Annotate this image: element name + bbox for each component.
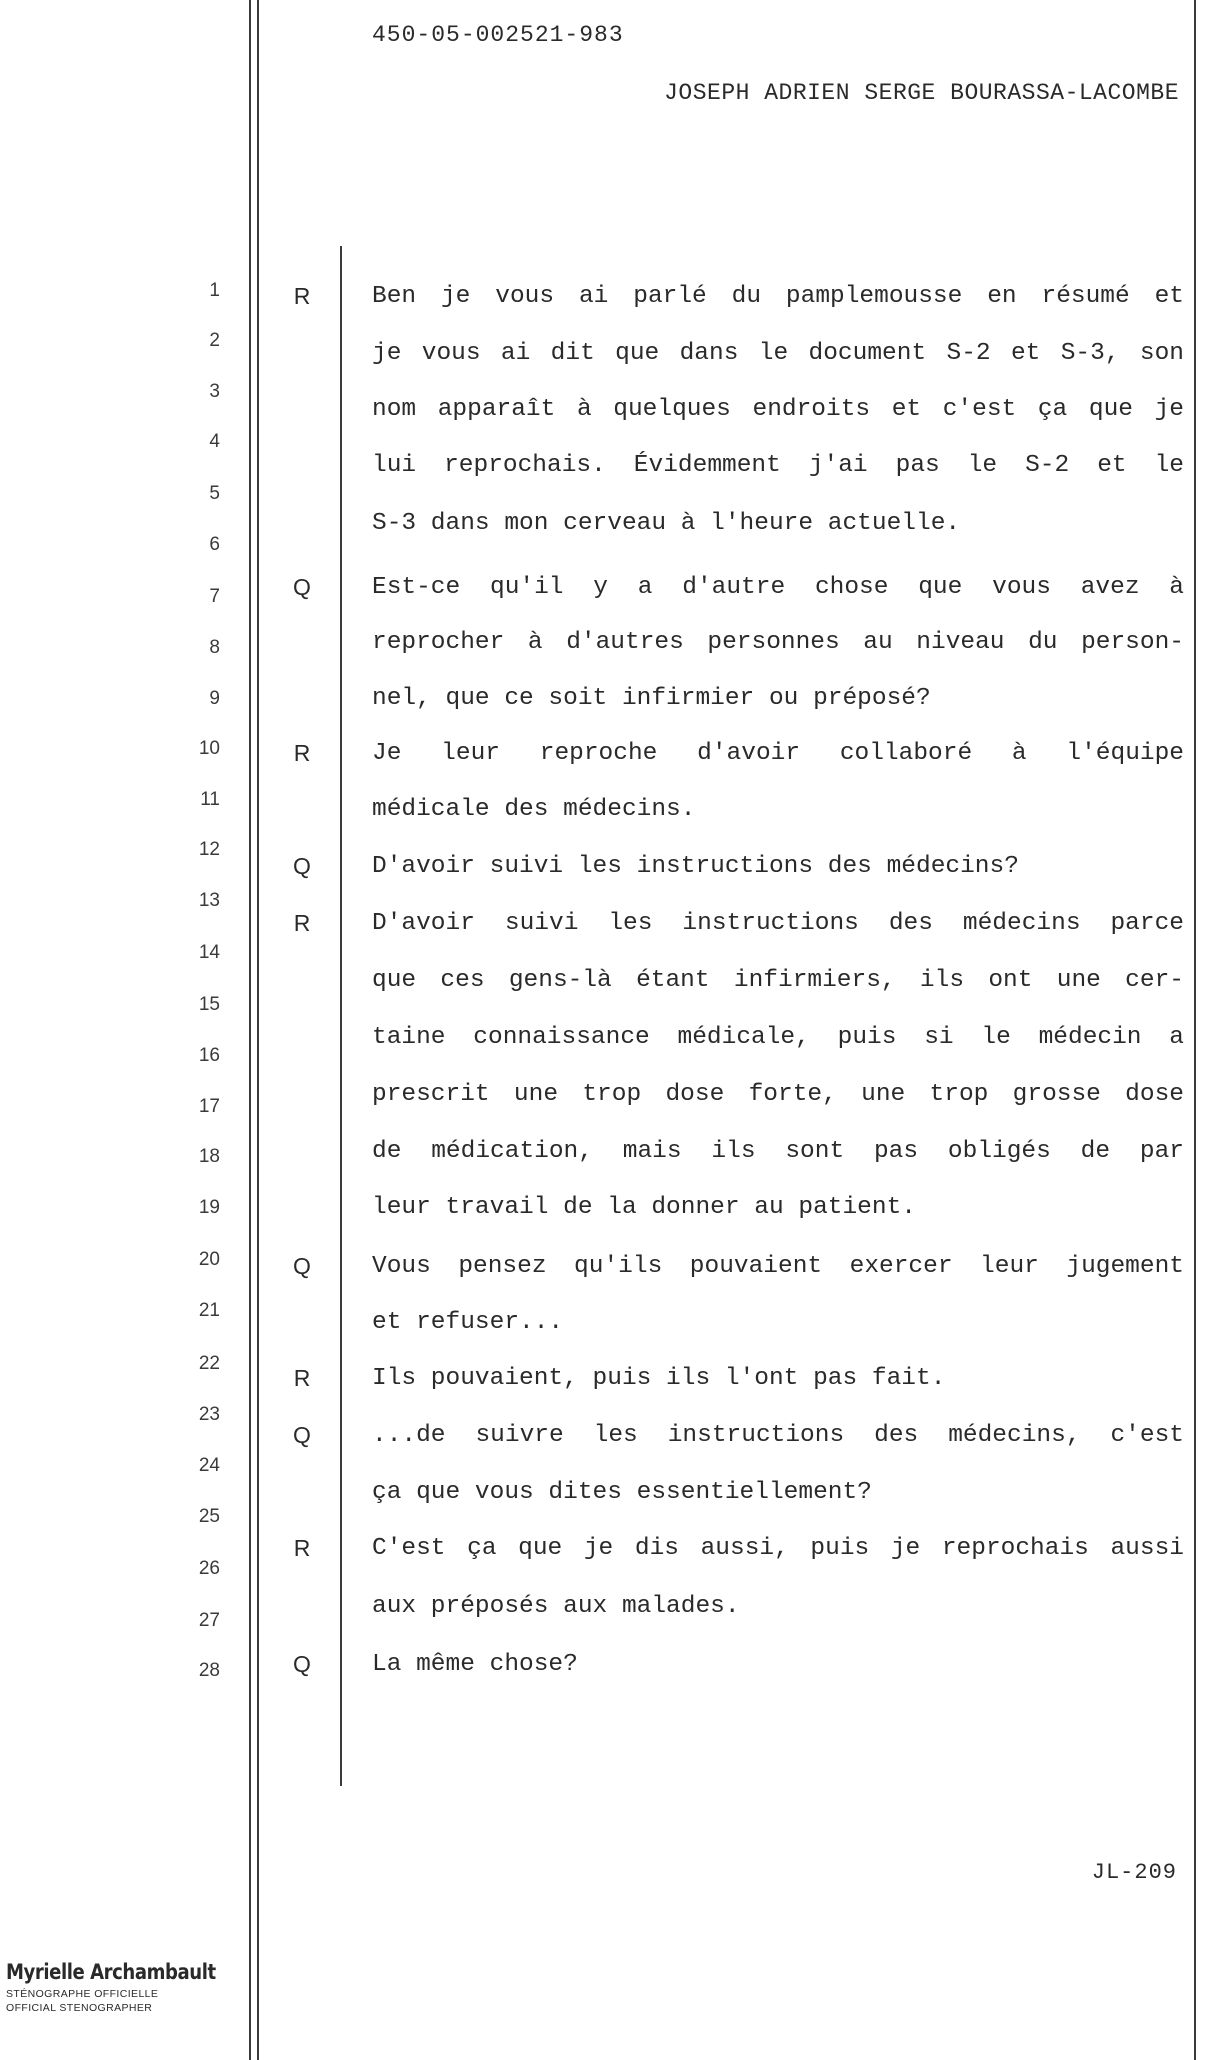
line-number: 20 <box>198 1249 220 1270</box>
line-number: 16 <box>198 1045 220 1066</box>
speaker-marker: Q <box>293 574 311 600</box>
line-number: 28 <box>198 1660 220 1681</box>
transcript-line: leur travail de la donner au patient. <box>372 1194 916 1221</box>
transcript-line: ...de suivre les instructions des médecins, c'est <box>372 1422 1184 1449</box>
left-margin-rule-inner <box>257 0 259 2060</box>
line-number: 4 <box>209 431 220 452</box>
transcript-line: médicale des médecins. <box>372 796 696 823</box>
line-number: 27 <box>198 1610 220 1631</box>
transcript-line: Ben je vous ai parlé du pamplemousse en résumé et <box>372 283 1184 310</box>
line-number: 19 <box>198 1197 220 1218</box>
transcript-line: taine connaissance médicale, puis si le médecin a <box>372 1024 1184 1051</box>
transcript-line: nom apparaît à quelques endroits et c'est ça que je <box>372 396 1184 423</box>
speaker-marker: Q <box>293 1651 311 1677</box>
speaker-marker: R <box>293 1365 311 1391</box>
stenographer-name: Myrielle Archambault <box>6 1960 216 1984</box>
right-margin-rule <box>1194 0 1196 2060</box>
transcript-line: prescrit une trop dose forte, une trop grosse dose <box>372 1081 1184 1108</box>
stenographer-stamp <box>6 1960 216 2014</box>
transcript-line: Je leur reproche d'avoir collaboré à l'équipe <box>372 740 1184 767</box>
witness-name: JOSEPH ADRIEN SERGE BOURASSA-LACOMBE <box>664 80 1179 106</box>
transcript-line: D'avoir suivi les instructions des médecins parce <box>372 910 1184 937</box>
line-number: 13 <box>198 890 220 911</box>
line-number: 25 <box>198 1506 220 1527</box>
line-number: 3 <box>209 381 220 402</box>
line-number: 14 <box>198 942 220 963</box>
transcript-line: C'est ça que je dis aussi, puis je reprochais aussi <box>372 1535 1184 1562</box>
transcript-line: S-3 dans mon cerveau à l'heure actuelle. <box>372 510 961 537</box>
transcript-line: aux préposés aux malades. <box>372 1593 740 1620</box>
line-number: 12 <box>198 839 220 860</box>
transcript-line: ça que vous dites essentiellement? <box>372 1479 872 1506</box>
speaker-marker: R <box>293 910 311 936</box>
case-number: 450-05-002521-983 <box>372 22 624 48</box>
line-number: 26 <box>198 1558 220 1579</box>
line-number: 7 <box>209 586 220 607</box>
line-number: 9 <box>209 688 220 709</box>
speaker-marker: R <box>293 1535 311 1561</box>
line-number: 17 <box>198 1096 220 1117</box>
speaker-column-rule <box>340 246 342 1786</box>
transcript-line: La même chose? <box>372 1651 578 1678</box>
transcript-line: Vous pensez qu'ils pouvaient exercer leur jugement <box>372 1253 1184 1280</box>
line-number: 1 <box>209 280 220 301</box>
line-number: 11 <box>200 789 220 810</box>
transcript-line: de médication, mais ils sont pas obligés de par <box>372 1138 1184 1165</box>
line-number: 2 <box>209 330 220 351</box>
line-number: 5 <box>209 483 220 504</box>
left-margin-rule-outer <box>249 0 251 2060</box>
page-code: JL-209 <box>1091 1860 1177 1885</box>
speaker-marker: R <box>293 283 311 309</box>
transcript-line: que ces gens-là étant infirmiers, ils ont une cer- <box>372 967 1184 994</box>
line-number: 23 <box>198 1404 220 1425</box>
line-number: 22 <box>198 1353 220 1374</box>
transcript-line: je vous ai dit que dans le document S-2 et S-3, son <box>372 340 1184 367</box>
transcript-line: reprocher à d'autres personnes au niveau du person- <box>372 629 1184 656</box>
speaker-marker: R <box>293 740 311 766</box>
transcript-line: nel, que ce soit infirmier ou préposé? <box>372 685 931 712</box>
transcript-line: D'avoir suivi les instructions des médecins? <box>372 853 1019 880</box>
line-number: 10 <box>198 738 220 759</box>
transcript-line: et refuser... <box>372 1309 564 1336</box>
transcript-line: Est-ce qu'il y a d'autre chose que vous avez à <box>372 574 1184 601</box>
stenographer-title-fr: STÉNOGRAPHE OFFICIELLE <box>6 1988 159 2000</box>
transcript-line: Ils pouvaient, puis ils l'ont pas fait. <box>372 1365 946 1392</box>
speaker-marker: Q <box>293 853 311 879</box>
line-number: 24 <box>198 1455 220 1476</box>
line-number: 8 <box>209 637 220 658</box>
speaker-marker: Q <box>293 1422 311 1448</box>
line-number: 15 <box>198 994 220 1015</box>
speaker-marker: Q <box>293 1253 311 1279</box>
transcript-line: lui reprochais. Évidemment j'ai pas le S-2 et le <box>372 452 1184 479</box>
line-number: 6 <box>209 534 220 555</box>
line-number: 21 <box>198 1300 220 1321</box>
line-number: 18 <box>198 1146 220 1167</box>
stenographer-title-en: OFFICIAL STENOGRAPHER <box>6 2002 153 2014</box>
